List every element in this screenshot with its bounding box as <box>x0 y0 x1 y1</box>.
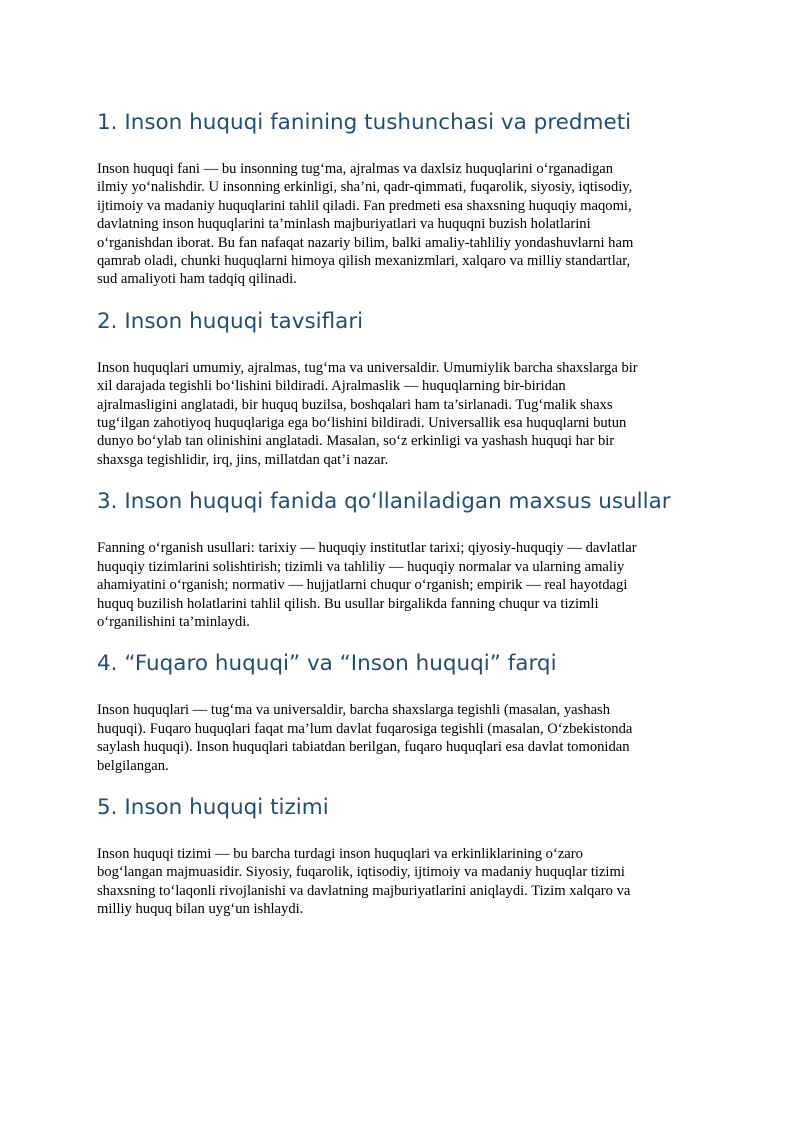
paragraph-line: huquqiy tizimlarini solishtirish; tizimli va tahliliy — huquqiy normalar va ularning amaliy <box>97 558 625 575</box>
section-paragraph <box>97 539 701 631</box>
paragraph-line: Inson huquqi fani — bu insonning tug‘ma, ajralmas va daxlsiz huquqlarini o‘rganadigan <box>97 161 614 177</box>
paragraph-line: sud amaliyoti ham tadqiq qilinadi. <box>97 271 297 288</box>
paragraph-line: Inson huquqi tizimi — bu barcha turdagi inson huquqlari va erkinliklarining o‘zaro <box>97 845 583 862</box>
paragraph-line: ilmiy yo‘nalishdir. U insonning erkinligi, sha’ni, qadr-qimmati, fuqarolik, siyosiy, iqtisodiy, <box>97 179 633 196</box>
section-paragraph <box>97 701 701 775</box>
paragraph-line: ajralmasligini anglatadi, bir huquq buzilsa, boshqalari ham ta’sirlanadi. Tug‘malik shaxs <box>97 396 613 413</box>
section-2 <box>97 307 701 469</box>
paragraph-line: xil darajada tegishli bo‘lishini bildiradi. Ajralmaslik — huquqlarning bir-biridan <box>97 378 566 395</box>
paragraph-line: o‘rganishdan iborat. Bu fan nafaqat nazariy bilim, balki amaliy-tahliliy yondashuvlarni ham <box>97 234 634 251</box>
paragraph-line: tug‘ilgan zahotiyoq huquqlariga ega bo‘lishini bildiradi. Universallik esa huquqlarni butun <box>97 415 627 432</box>
section-1 <box>97 108 701 289</box>
section-paragraph <box>97 359 701 469</box>
section-heading: 2. Inson huquqi tavsiflari <box>97 308 364 334</box>
paragraph-line: Inson huquqlari umumiy, ajralmas, tug‘ma va universaldir. Umumiylik barcha shaxslarga bir <box>97 359 638 376</box>
section-heading: 1. Inson huquqi fanining tushunchasi va predmeti <box>97 110 632 135</box>
paragraph-line: shaxsga tegishlidir, irq, jins, millatdan qat’i nazar. <box>97 451 389 468</box>
paragraph-line: belgilangan. <box>97 757 169 774</box>
section-heading: 4. “Fuqaro huquqi” va “Inson huquqi” farqi <box>97 651 557 677</box>
section-paragraph <box>97 845 701 919</box>
paragraph-line: o‘rganilishini ta’minlaydi. <box>97 613 250 630</box>
paragraph-line: huquq buzilish holatlarini tahlil qilish. Bu usullar birgalikda fanning chuqur va tizimli <box>97 595 599 612</box>
paragraph-line: saylash huquqi). Inson huquqlari tabiatdan berilgan, fuqaro huquqlari esa davlat tomonidan <box>97 739 630 756</box>
section-heading: 5. Inson huquqi tizimi <box>97 794 329 820</box>
paragraph-line: Inson huquqlari — tug‘ma va universaldir, barcha shaxslarga tegishli (masalan, yashash <box>97 702 611 719</box>
section-paragraph <box>97 160 701 289</box>
paragraph-line: dunyo bo‘ylab tan olinishini anglatadi. Masalan, so‘z erkinligi va yashash huquqi har bir <box>97 433 615 450</box>
section-3 <box>97 487 701 631</box>
section-heading: 3. Inson huquqi fanida qo‘llaniladigan maxsus usullar <box>97 489 671 515</box>
paragraph-line: milliy huquq bilan uyg‘un ishlaydi. <box>97 901 304 918</box>
paragraph-line: ijtimoiy va madaniy huquqlarini tahlil qiladi. Fan predmeti esa shaxsning huquqiy maqomi, <box>97 197 632 214</box>
paragraph-line: davlatning inson huquqlarini ta’minlash majburiyatlari va huquqni buzish holatlarini <box>97 216 591 233</box>
paragraph-line: ahamiyatini o‘rganish; normativ — hujjatlarni chuqur o‘rganish; empirik — real hayotdagi <box>97 577 628 594</box>
section-4 <box>97 649 701 775</box>
section-5 <box>97 793 701 919</box>
paragraph-line: shaxsning to‘laqonli rivojlanishi va davlatning majburiyatlarini aniqlaydi. Tizim xalqaro va <box>97 882 631 899</box>
paragraph-line: huquqi). Fuqaro huquqlari faqat ma’lum davlat fuqarosiga tegishli (masalan, O‘zbekistonda <box>97 720 633 737</box>
document-page <box>97 108 701 937</box>
paragraph-line: Fanning o‘rganish usullari: tarixiy — huquqiy institutlar tarixi; qiyosiy-huquqiy — davlatlar <box>97 540 637 557</box>
paragraph-line: bog‘langan majmuasidir. Siyosiy, fuqarolik, iqtisodiy, ijtimoiy va madaniy huquqlar tizimi <box>97 864 625 881</box>
paragraph-line: qamrab oladi, chunki huquqlarni himoya qilish mexanizmlari, xalqaro va milliy standartlar, <box>97 253 631 270</box>
